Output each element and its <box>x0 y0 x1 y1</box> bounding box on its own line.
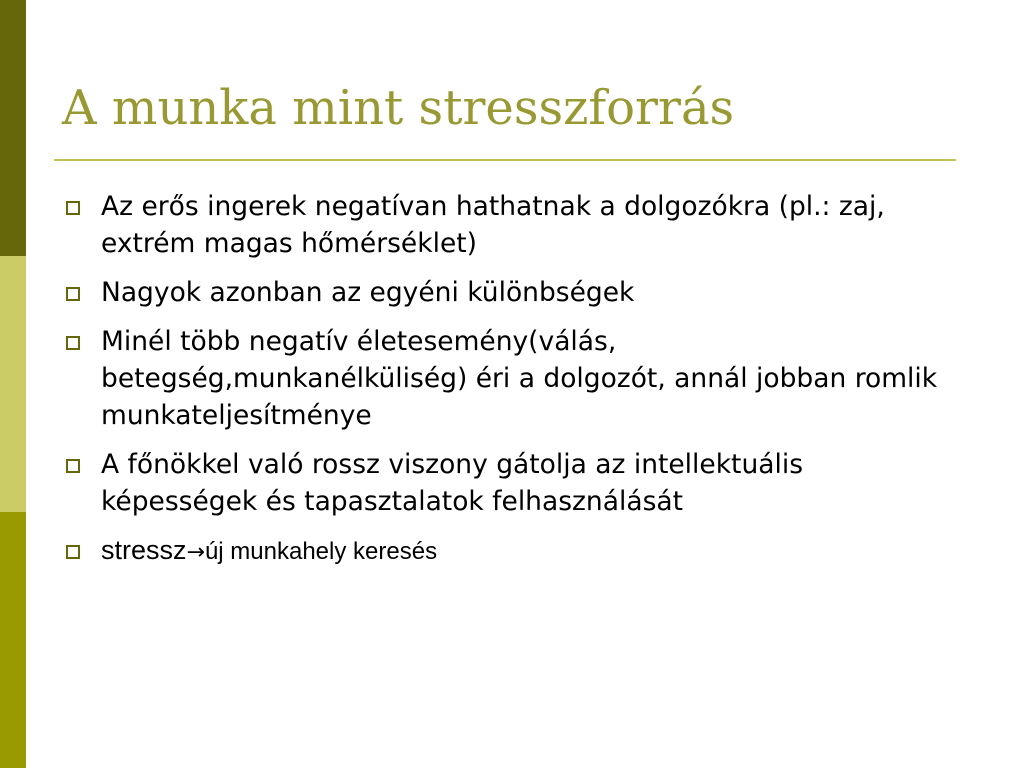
bullet-text-tail: új munkahely keresés <box>204 538 438 565</box>
bullet-text: Nagyok azonban az egyéni különbségek <box>101 277 635 308</box>
square-bullet-icon <box>66 459 80 473</box>
square-bullet-icon <box>66 201 80 215</box>
sidebar-band-top <box>0 0 26 256</box>
bullet-text: Az erős ingerek negatívan hathatnak a dolgozókra (pl.: zaj, extrém magas hőmérséklet) <box>101 191 885 259</box>
sidebar-band-middle <box>0 256 26 512</box>
bullet-item <box>64 323 964 434</box>
right-arrow-icon: → <box>186 540 205 565</box>
bullet-item <box>64 446 964 520</box>
square-bullet-icon <box>66 287 80 301</box>
square-bullet-icon <box>66 336 80 350</box>
slide-title: A munka mint stresszforrás <box>62 80 735 136</box>
title-divider <box>54 159 956 161</box>
bullet-item <box>64 274 964 311</box>
bullet-item <box>64 532 964 571</box>
sidebar-band-bottom <box>0 512 26 768</box>
square-bullet-icon <box>66 545 80 559</box>
bullet-list <box>64 188 964 583</box>
bullet-text: A főnökkel való rossz viszony gátolja az intellektuális képességek és tapasztalatok felhasználását <box>101 449 804 517</box>
bullet-text: Minél több negatív életesemény(válás, betegség,munkanélküliség) éri a dolgozót, annál jobban romlik munkateljesítménye <box>101 326 938 431</box>
bullet-item <box>64 188 964 262</box>
bullet-text-lead: stressz <box>101 535 187 565</box>
